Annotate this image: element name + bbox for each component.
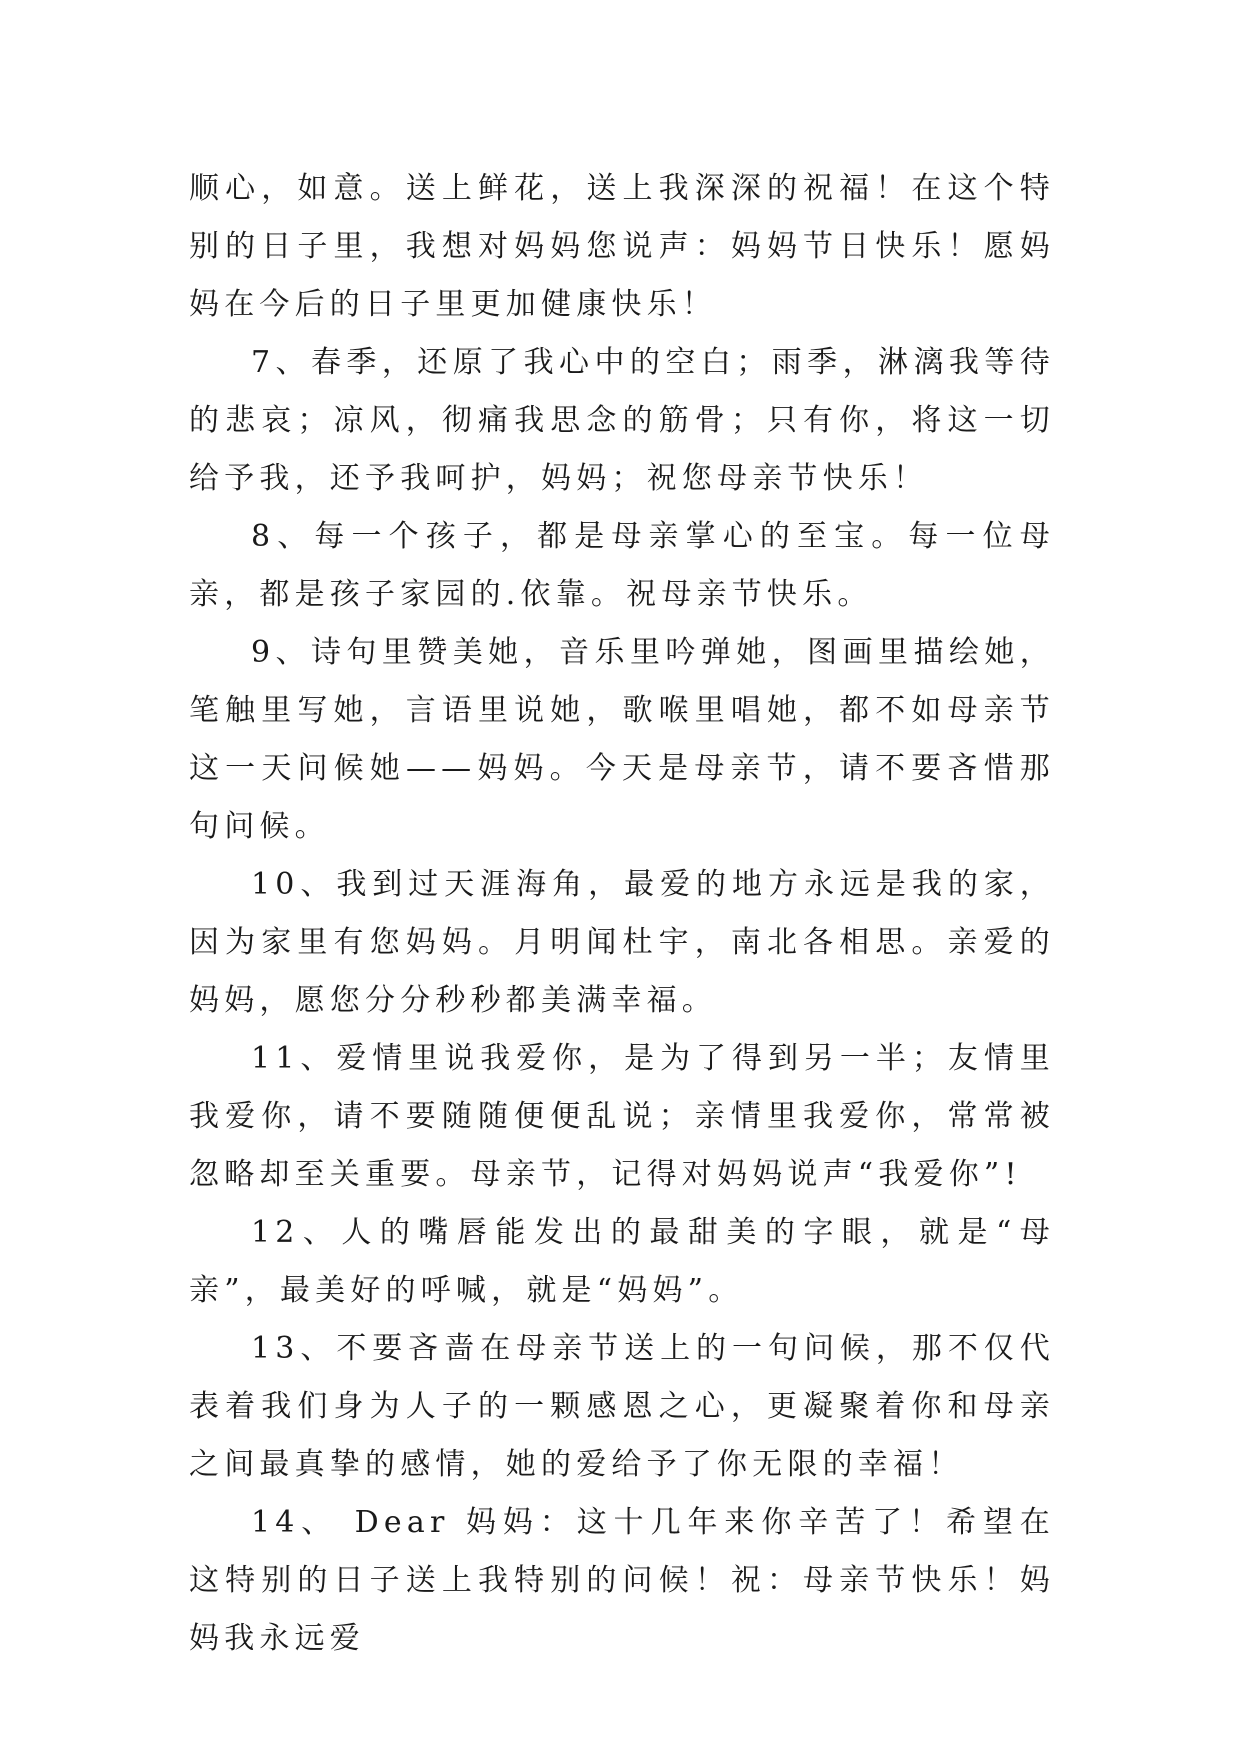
paragraph-item-8: 8、每一个孩子，都是母亲掌心的至宝。每一位母亲，都是孩子家园的.依靠。祝母亲节快乐。 [189,519,1055,612]
paragraph-item-13: 13、不要吝啬在母亲节送上的一句问候，那不仅代表着我们身为人子的一颗感恩之心，更凝聚着你和母亲之间最真挚的感情，她的爱给予了你无限的幸福！ [189,1331,1055,1482]
paragraph-item-9: 9、诗句里赞美她，音乐里吟弹她，图画里描绘她，笔触里写她，言语里说她，歌喉里唱她，都不如母亲节这一天问候她——妈妈。今天是母亲节，请不要吝惜那句问候。 [189,635,1055,844]
paragraph-continuation: 顺心，如意。送上鲜花，送上我深深的祝福！在这个特别的日子里，我想对妈妈您说声：妈妈节日快乐！愿妈妈在今后的日子里更加健康快乐！ [189,171,1055,322]
paragraph-item-10: 10、我到过天涯海角，最爱的地方永远是我的家，因为家里有您妈妈。月明闻杜宇，南北各相思。亲爱的妈妈，愿您分分秒秒都美满幸福。 [189,867,1055,1018]
paragraph-item-7: 7、春季，还原了我心中的空白；雨季，淋漓我等待的悲哀；凉风，彻痛我思念的筋骨；只有你，将这一切给予我，还予我呵护，妈妈；祝您母亲节快乐！ [189,345,1055,496]
paragraph-item-14: 14、 Dear 妈妈：这十几年来你辛苦了！希望在这特别的日子送上我特别的问候！祝：母亲节快乐！妈妈我永远爱 [189,1505,1055,1656]
paragraph-item-12: 12、人的嘴唇能发出的最甜美的字眼，就是“母亲”，最美好的呼喊，就是“妈妈”。 [189,1215,1055,1308]
document-body [189,160,1055,1668]
paragraph-item-11: 11、爱情里说我爱你，是为了得到另一半；友情里我爱你，请不要随随便便乱说；亲情里我爱你，常常被忽略却至关重要。母亲节，记得对妈妈说声“我爱你”! [189,1041,1055,1192]
